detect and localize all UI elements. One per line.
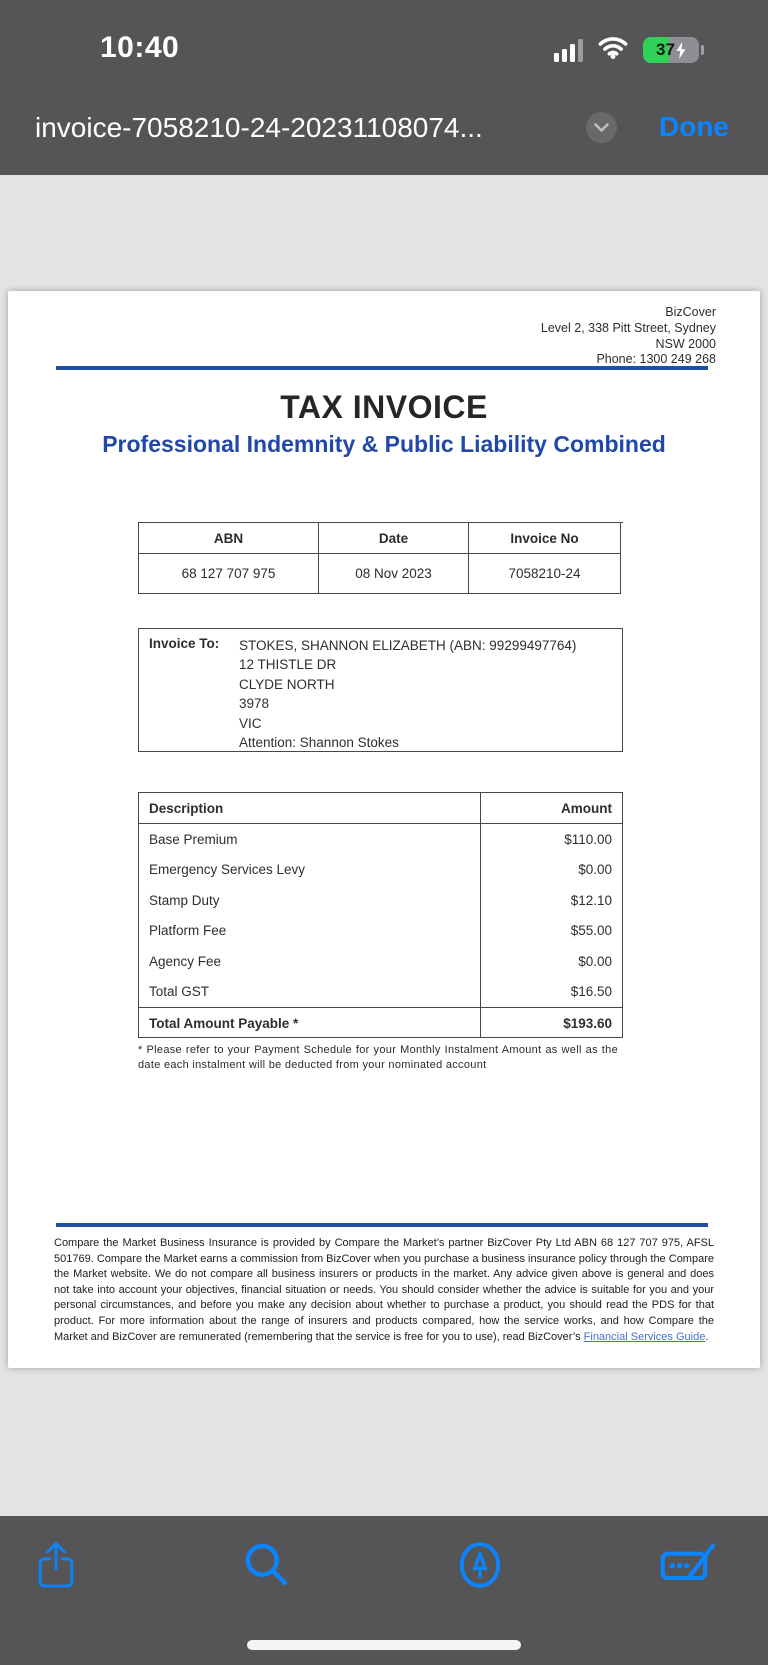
charges-header-amount: Amount xyxy=(561,800,612,816)
disclaimer-body: Compare the Market Business Insurance is provided by Compare the Market’s partner BizCover Pty Ltd ABN 68 127 707 975, AFSL 501769. Compare the Market earns a commission from BizCover when you purchase a business insurance policy through the Compare the Market website. We do not compare all business insurers or products in the market. Any advice given above is general and does not take into account your objectives, financial situation or needs. You should consider whether the advice is suitable for you and your personal circumstances, and before you make any decision about whether to purchase a product, you should read the PDS for that product. For more information about the range of insurers and products compared, how the service works, and how Compare the Market and BizCover are remunerated (remembering that the service is free for you to use), read BizCover’s xyxy=(54,1237,714,1343)
payment-schedule-footnote: * Please refer to your Payment Schedule for your Monthly Instalment Amount as well as the date each instalment will be deducted from your nominated account xyxy=(138,1044,618,1071)
table-row xyxy=(139,946,622,977)
status-icons xyxy=(554,36,704,64)
invoice-to-box xyxy=(138,628,623,752)
table-row xyxy=(139,824,622,855)
table-row xyxy=(139,855,622,886)
company-address-line2: NSW 2000 xyxy=(655,336,716,351)
title-menu-button[interactable] xyxy=(586,112,617,143)
header-divider-line xyxy=(56,366,708,370)
charges-table xyxy=(138,792,623,1038)
company-name: BizCover xyxy=(665,305,716,319)
charge-label: Total GST xyxy=(139,977,481,1008)
total-amount: $193.60 xyxy=(563,1015,612,1031)
footer-divider-line xyxy=(56,1223,708,1227)
charge-amount: $110.00 xyxy=(564,831,612,847)
company-header xyxy=(541,305,716,368)
search-icon xyxy=(244,1542,289,1592)
meta-value-abn: 68 127 707 975 xyxy=(139,554,319,594)
recipient-postcode: 3978 xyxy=(239,696,270,712)
charge-amount: $0.00 xyxy=(578,953,612,969)
meta-header-invoice-no: Invoice No xyxy=(469,523,621,554)
markup-icon xyxy=(458,1541,502,1594)
share-button[interactable] xyxy=(28,1542,84,1592)
charge-label: Stamp Duty xyxy=(139,885,481,916)
invoice-subtitle: Professional Indemnity & Public Liability Combined xyxy=(102,431,666,457)
invoice-to-address xyxy=(239,636,576,752)
battery-charging-icon xyxy=(643,37,704,63)
wifi-icon xyxy=(598,36,628,64)
charge-amount: $55.00 xyxy=(570,923,612,939)
meta-header-abn: ABN xyxy=(139,523,319,554)
charge-label: Platform Fee xyxy=(139,916,481,947)
disclaimer-text xyxy=(54,1236,714,1345)
financial-services-guide-link[interactable]: Financial Services Guide xyxy=(583,1330,706,1343)
done-button[interactable]: Done xyxy=(659,111,729,142)
top-bar xyxy=(0,0,768,175)
home-indicator[interactable] xyxy=(247,1640,521,1650)
total-label: Total Amount Payable * xyxy=(139,1008,481,1038)
table-row xyxy=(139,977,622,1008)
charge-amount: $16.50 xyxy=(570,984,612,1000)
charge-label: Base Premium xyxy=(139,824,481,855)
recipient-attention: Attention: Shannon Stokes xyxy=(239,735,399,751)
charges-total-row xyxy=(139,1007,622,1038)
charges-header-description: Description xyxy=(139,793,481,823)
invoice-title: TAX INVOICE xyxy=(280,389,488,425)
battery-percent: 37 xyxy=(656,40,675,59)
charge-label: Emergency Services Levy xyxy=(139,855,481,886)
markup-button[interactable] xyxy=(452,1542,508,1592)
table-row xyxy=(139,885,622,916)
meta-value-date: 08 Nov 2023 xyxy=(319,554,469,594)
signature-button[interactable] xyxy=(660,1542,716,1592)
recipient-street: 12 THISTLE DR xyxy=(239,657,337,673)
meta-value-invoice-no: 7058210-24 xyxy=(469,554,621,594)
meta-header-date: Date xyxy=(319,523,469,554)
recipient-state: VIC xyxy=(239,715,262,731)
charge-amount: $0.00 xyxy=(578,862,612,878)
share-icon xyxy=(35,1540,77,1595)
recipient-suburb: CLYDE NORTH xyxy=(239,676,335,692)
invoice-meta-table xyxy=(138,522,623,594)
status-time: 10:40 xyxy=(100,31,180,64)
signature-icon xyxy=(660,1540,716,1594)
table-row xyxy=(139,916,622,947)
invoice-page xyxy=(8,291,760,1368)
charge-label: Agency Fee xyxy=(139,946,481,977)
document-filename: invoice-7058210-24-20231108074... xyxy=(35,112,483,143)
company-phone: Phone: 1300 249 268 xyxy=(596,352,716,367)
company-address-line1: Level 2, 338 Pitt Street, Sydney xyxy=(540,320,716,335)
search-button[interactable] xyxy=(238,1542,294,1592)
charges-header-row xyxy=(139,793,622,824)
charge-amount: $12.10 xyxy=(570,892,612,908)
recipient-name: STOKES, SHANNON ELIZABETH (ABN: 99299497764) xyxy=(239,638,577,653)
invoice-to-label: Invoice To: xyxy=(149,636,220,651)
chevron-down-icon xyxy=(594,119,609,137)
cellular-signal-icon xyxy=(554,38,583,62)
disclaimer-period: . xyxy=(705,1330,709,1343)
